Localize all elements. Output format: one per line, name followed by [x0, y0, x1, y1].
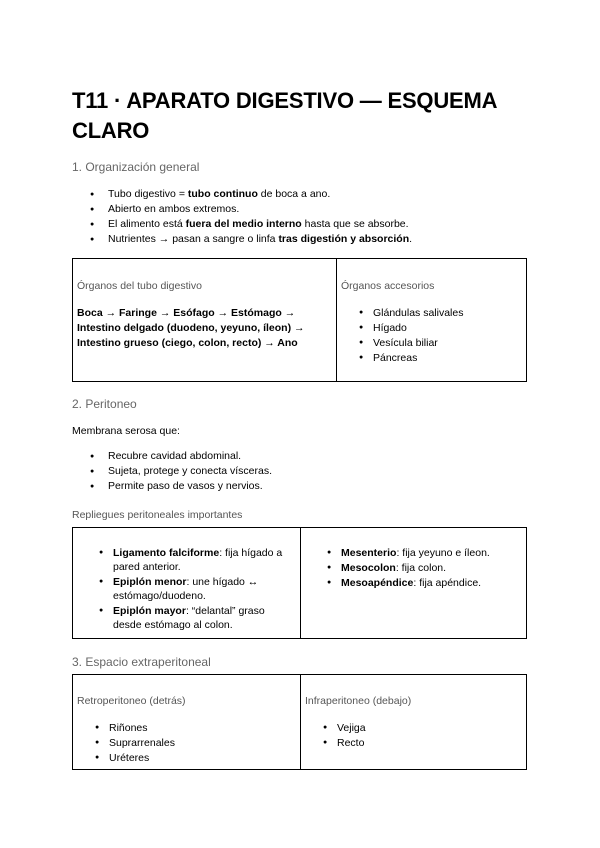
list-item: ● Mesenterio: fija yeyuno e íleon.	[305, 546, 520, 560]
infraperitoneo-label: Infraperitoneo (debajo)	[305, 695, 412, 707]
peritoneo-intro: Membrana serosa que:	[72, 425, 180, 437]
list-item: ● Páncreas	[337, 351, 463, 365]
infraperitoneo-cell	[300, 675, 526, 769]
organos-table	[72, 258, 527, 382]
list-item: ● Vesícula biliar	[337, 336, 463, 350]
section-heading-organizacion: 1. Organización general	[72, 160, 200, 174]
section-heading-extraperitoneal: 3. Espacio extraperitoneal	[72, 655, 211, 669]
list-item: ● Recubre cavidad abdominal.	[72, 449, 532, 464]
organos-accesorios-list	[337, 306, 463, 366]
retroperitoneo-label: Retroperitoneo (detrás)	[77, 695, 186, 707]
organos-tubo-label: Órganos del tubo digestivo	[77, 280, 202, 292]
organos-accesorios-cell	[336, 259, 526, 381]
list-item: ● Uréteres	[73, 751, 175, 765]
list-item: ● Mesoapéndice: fija apéndice.	[305, 576, 520, 590]
list-item: ● Nutrientes → pasan a sangre o linfa tras digestión y absorción.	[72, 232, 532, 247]
repliegues-right-list	[305, 546, 520, 591]
list-item: ● Ligamento falciforme: fija hígado a pared anterior.	[77, 546, 295, 574]
list-item: ● Epiplón menor: une hígado ↔ estómago/duodeno.	[77, 575, 295, 603]
organos-accesorios-label: Órganos accesorios	[341, 280, 435, 292]
list-item: ● Glándulas salivales	[337, 306, 463, 320]
list-item: ● Vejiga	[301, 721, 366, 735]
repliegues-right-cell	[300, 528, 526, 638]
section-heading-peritoneo: 2. Peritoneo	[72, 397, 137, 411]
list-item: ● Abierto en ambos extremos.	[72, 202, 532, 217]
list-item: ● Recto	[301, 736, 366, 750]
retroperitoneo-list	[73, 721, 175, 766]
organos-tubo-flow: Boca → Faringe → Esófago → Estómago → Intestino delgado (duodeno, yeyuno, íleon) → Intestino grueso (ciego, colon, recto) → Ano	[77, 307, 305, 349]
repliegues-subheading: Repliegues peritoneales importantes	[72, 509, 243, 521]
repliegues-table	[72, 527, 527, 639]
list-item: ● Sujeta, protege y conecta vísceras.	[72, 464, 532, 479]
repliegues-left-list	[77, 546, 295, 633]
list-item: ● Riñones	[73, 721, 175, 735]
repliegues-left-cell	[73, 528, 300, 638]
list-item: ● Epiplón mayor: “delantal” graso desde estómago al colon.	[77, 604, 295, 632]
list-item: ● Suprarrenales	[73, 736, 175, 750]
peritoneo-bullets	[72, 449, 532, 494]
document-title: T11 · APARATO DIGESTIVO — ESQUEMA CLARO	[72, 88, 497, 143]
list-item: ● Permite paso de vasos y nervios.	[72, 479, 532, 494]
retroperitoneo-cell	[73, 675, 300, 769]
list-item: ● Tubo digestivo = tubo continuo de boca a ano.	[72, 187, 532, 202]
list-item: ● Hígado	[337, 321, 463, 335]
list-item: ● Mesocolon: fija colon.	[305, 561, 520, 575]
infraperitoneo-list	[301, 721, 366, 751]
extraperitoneal-table	[72, 674, 527, 770]
list-item: ● El alimento está fuera del medio interno hasta que se absorbe.	[72, 217, 532, 232]
organos-tubo-cell	[73, 259, 336, 381]
organizacion-bullets	[72, 187, 532, 247]
